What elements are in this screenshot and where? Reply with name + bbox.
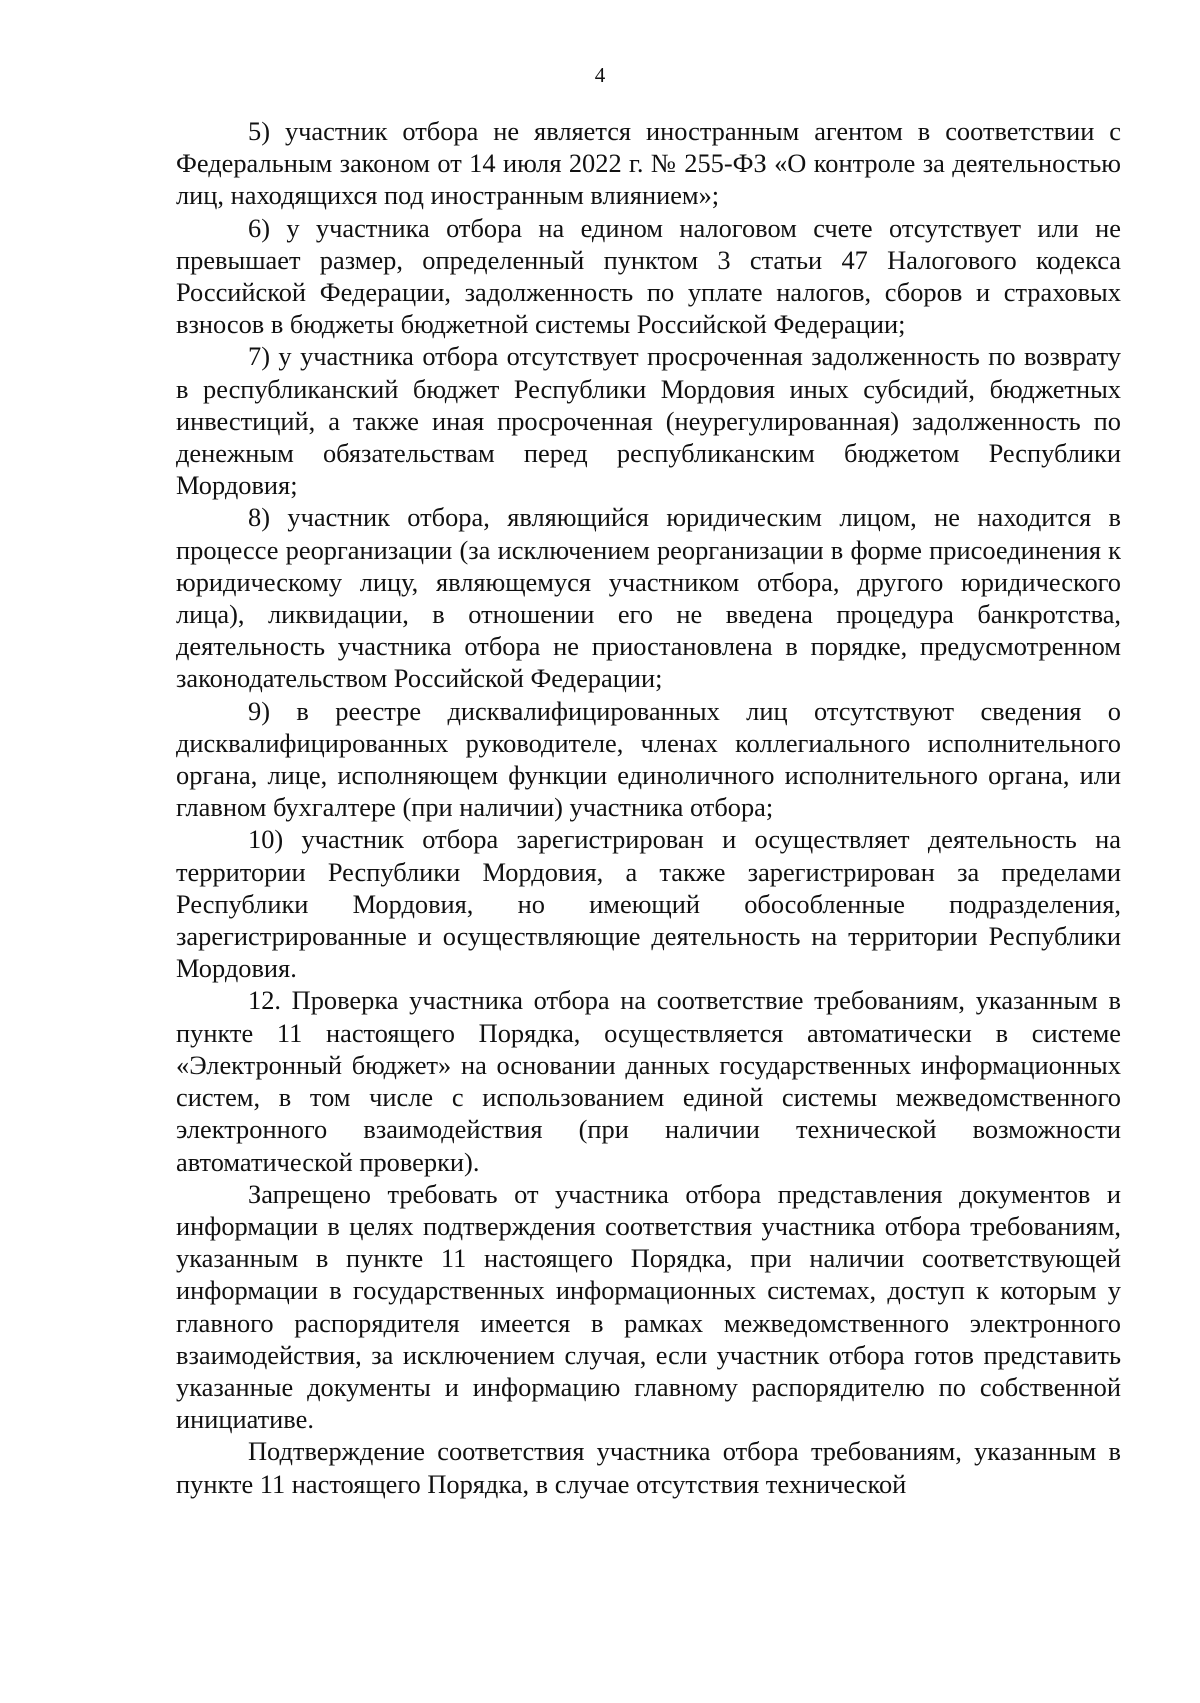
- document-body: [176, 115, 1121, 1500]
- paragraph-item-10: 10) участник отбора зарегистрирован и осуществляет деятельность на территории Республики Мордовия, а также зарегистрирован за пределами Республики Мордовия, но имеющий обособленные подразделения, зарегистрированные и осуществляющие деятельность на территории Республики Мордовия.: [176, 824, 1121, 984]
- paragraph-item-8: 8) участник отбора, являющийся юридическим лицом, не находится в процессе реорганизации (за исключением реорганизации в форме присоединения к юридическому лицу, являющемуся участником отбора, другого юридического лица), ликвидации, в отношении его не введена процедура банкротства, деятельность участника отбора не приостановлена в порядке, предусмотренном законодательством Российской Федерации;: [176, 502, 1121, 694]
- paragraph-item-7: 7) у участника отбора отсутствует просроченная задолженность по возврату в республиканский бюджет Республики Мордовия иных субсидий, бюджетных инвестиций, а также иная просроченная (неурегулированная) задолженность по денежным обязательствам перед республиканским бюджетом Республики Мордовия;: [176, 341, 1121, 501]
- paragraph-item-9: 9) в реестре дисквалифицированных лиц отсутствуют сведения о дисквалифицированных руководителе, членах коллегиального исполнительного органа, лице, исполняющем функции единоличного исполнительного органа, или главном бухгалтере (при наличии) участника отбора;: [176, 695, 1121, 823]
- page-number: 4: [594, 63, 606, 87]
- paragraph-section-12: 12. Проверка участника отбора на соответствие требованиям, указанным в пункте 11 настоящего Порядка, осуществляется автоматически в системе «Электронный бюджет» на основании данных государственных информационных систем, в том числе с использованием единой системы межведомственного электронного взаимодействия (при наличии технической возможности автоматической проверки).: [176, 985, 1121, 1177]
- paragraph-prohibition: Запрещено требовать от участника отбора представления документов и информации в целях подтверждения соответствия участника отбора требованиям, указанным в пункте 11 настоящего Порядка, при наличии соответствующей информации в государственных информационных системах, доступ к которым у главного распорядителя имеется в рамках межведомственного электронного взаимодействия, за исключением случая, если участник отбора готов представить указанные документы и информацию главному распорядителю по собственной инициативе.: [176, 1178, 1121, 1435]
- paragraph-item-6: 6) у участника отбора на едином налоговом счете отсутствует или не превышает размер, определенный пунктом 3 статьи 47 Налогового кодекса Российской Федерации, задолженность по уплате налогов, сборов и страховых взносов в бюджеты бюджетной системы Российской Федерации;: [176, 212, 1121, 340]
- paragraph-confirmation: Подтверждение соответствия участника отбора требованиям, указанным в пункте 11 настоящего Порядка, в случае отсутствия технической: [176, 1436, 1121, 1499]
- paragraph-item-5: 5) участник отбора не является иностранным агентом в соответствии с Федеральным законом от 14 июля 2022 г. № 255-ФЗ «О контроле за деятельностью лиц, находящихся под иностранным влиянием»;: [176, 116, 1121, 211]
